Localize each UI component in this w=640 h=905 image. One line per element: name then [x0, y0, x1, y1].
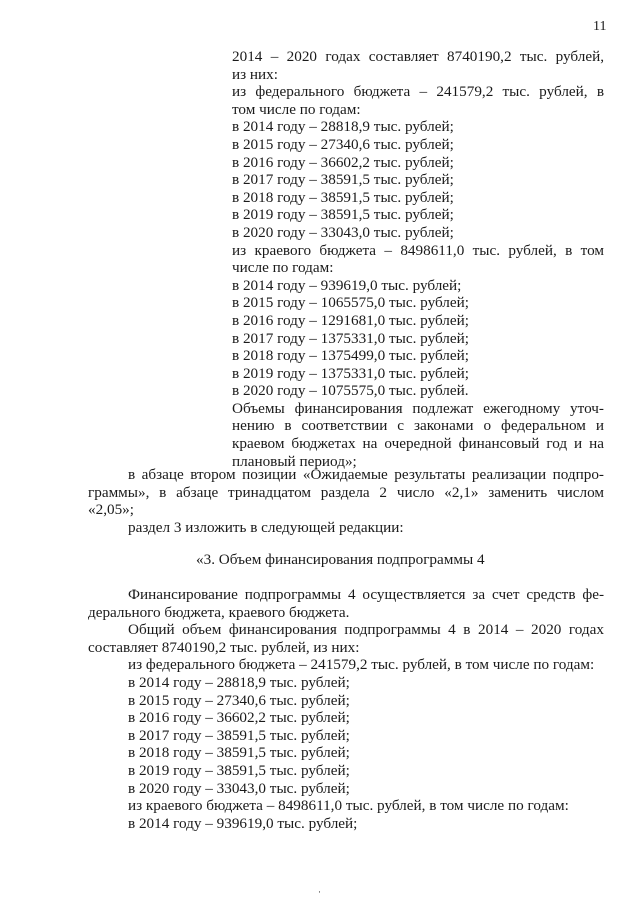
column-line: в 2018 году – 1375499,0 тыс. рублей;: [232, 347, 469, 365]
body-line: составляет 8740190,2 тыс. рублей, из них:: [88, 638, 360, 656]
body-line: Финансирование подпрограммы 4 осуществляется за счет средств фе-: [128, 586, 604, 603]
column-line: в 2017 году – 1375331,0 тыс. рублей;: [232, 329, 469, 347]
section-body: [88, 586, 604, 832]
body-line: в 2014 году – 28818,9 тыс. рублей;: [128, 673, 350, 691]
column-line: том числе по годам:: [232, 100, 361, 118]
column-line: в 2017 году – 38591,5 тыс. рублей;: [232, 171, 454, 189]
amendment-line: «2,05»;: [88, 501, 134, 519]
column-line: из федерального бюджета – 241579,2 тыс. рублей, в: [232, 83, 604, 101]
column-line: в 2016 году – 36602,2 тыс. рублей;: [232, 153, 454, 171]
column-line: в 2014 году – 939619,0 тыс. рублей;: [232, 276, 462, 294]
body-line: Общий объем финансирования подпрограммы 4 в 2014 – 2020 годах: [128, 621, 604, 639]
column-line: Объемы финансирования подлежат ежегодному уточ-: [232, 399, 604, 417]
body-line: дерального бюджета, краевого бюджета.: [88, 603, 350, 621]
amendment-paragraphs: [88, 466, 604, 536]
body-line: в 2019 году – 38591,5 тыс. рублей;: [128, 761, 350, 779]
column-line: в 2019 году – 1375331,0 тыс. рублей;: [232, 364, 469, 382]
column-line: в 2018 году – 38591,5 тыс. рублей;: [232, 188, 454, 206]
column-line: в 2020 году – 33043,0 тыс. рублей;: [232, 223, 454, 241]
column-line: в 2019 году – 38591,5 тыс. рублей;: [232, 206, 454, 224]
body-line: в 2015 году – 27340,6 тыс. рублей;: [128, 691, 350, 709]
column-line: 2014 – 2020 годах составляет 8740190,2 тыс. рублей,: [232, 48, 604, 65]
body-line: в 2014 году – 939619,0 тыс. рублей;: [128, 814, 358, 832]
column-line: в 2015 году – 1065575,0 тыс. рублей;: [232, 294, 469, 312]
column-line: из них:: [232, 65, 278, 83]
page-number: 11: [593, 19, 607, 34]
column-line: числе по годам:: [232, 259, 334, 277]
funding-column: [232, 48, 604, 470]
body-line: в 2018 году – 38591,5 тыс. рублей;: [128, 744, 350, 762]
column-line: в 2016 году – 1291681,0 тыс. рублей;: [232, 311, 469, 329]
amendment-line: в абзаце втором позиции «Ожидаемые результаты реализации подпро-: [128, 466, 604, 483]
column-line: в 2015 году – 27340,6 тыс. рублей;: [232, 135, 454, 153]
amendment-line: граммы», в абзаце тринадцатом раздела 2 число «2,1» заменить числом: [88, 483, 604, 501]
column-line: в 2020 году – 1075575,0 тыс. рублей.: [232, 382, 469, 400]
body-line: из краевого бюджета – 8498611,0 тыс. рублей, в том числе по годам:: [128, 797, 569, 815]
column-line: плановый период»;: [232, 452, 357, 470]
body-line: из федерального бюджета – 241579,2 тыс. рублей, в том числе по годам:: [128, 656, 595, 674]
column-line: краевом бюджетах на очередной финансовый год и на: [232, 435, 604, 453]
scan-mark: ·: [318, 887, 321, 897]
column-line: из краевого бюджета – 8498611,0 тыс. рублей, в том: [232, 241, 604, 259]
body-line: в 2020 году – 33043,0 тыс. рублей;: [128, 779, 350, 797]
section-heading: «3. Объем финансирования подпрограммы 4: [196, 551, 485, 568]
column-line: в 2014 году – 28818,9 тыс. рублей;: [232, 118, 454, 136]
amendment-line: раздел 3 изложить в следующей редакции:: [128, 518, 404, 536]
column-line: нению в соответствии с законами о федеральном и: [232, 417, 604, 435]
body-line: в 2017 году – 38591,5 тыс. рублей;: [128, 726, 350, 744]
body-line: в 2016 году – 36602,2 тыс. рублей;: [128, 709, 350, 727]
